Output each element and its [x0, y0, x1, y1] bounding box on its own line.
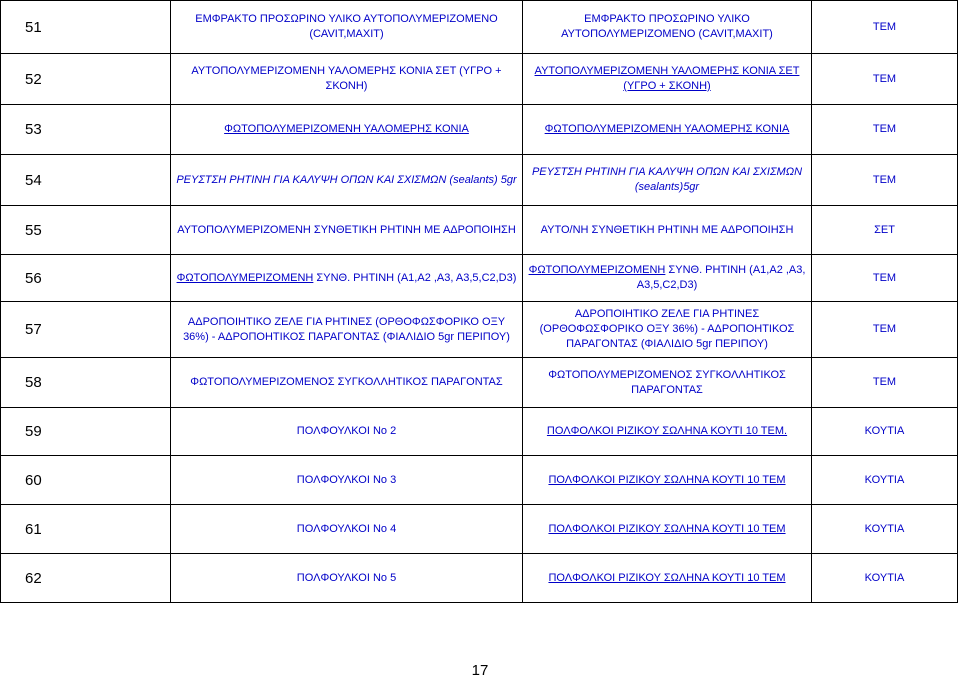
item-unit: ΤΕΜ — [812, 1, 958, 54]
item-description — [171, 255, 523, 302]
item-unit: ΚΟΥΤΙΑ — [812, 408, 958, 456]
item-unit: ΤΕΜ — [812, 155, 958, 206]
table-row — [1, 155, 958, 206]
table-row — [1, 255, 958, 302]
item-unit: ΤΕΜ — [812, 358, 958, 408]
item-description-alt: ΦΩΤΟΠΟΛΥΜΕΡΙΖΟΜΕΝΟΣ ΣΥΓΚΟΛΛΗΤΙΚΟΣ ΠΑΡΑΓΟΝΤΑΣ — [523, 358, 812, 408]
row-number: 59 — [1, 408, 171, 456]
row-number: 62 — [1, 554, 171, 603]
item-description: ΠΟΛΦΟΥΛΚΟΙ Νο 4 — [171, 505, 523, 554]
row-number: 56 — [1, 255, 171, 302]
table-row — [1, 1, 958, 54]
item-description: ΦΩΤΟΠΟΛΥΜΕΡΙΖΟΜΕΝΗ ΥΑΛΟΜΕΡΗΣ ΚΟΝΙΑ — [171, 105, 523, 155]
item-unit: ΣΕΤ — [812, 206, 958, 255]
row-number: 60 — [1, 456, 171, 505]
item-description: ΑΥΤΟΠΟΛΥΜΕΡΙΖΟΜΕΝΗ ΣΥΝΘΕΤΙΚΗ ΡΗΤΙΝΗ ΜΕ ΑΔΡΟΠΟΙΗΣΗ — [171, 206, 523, 255]
item-description-alt: ΡΕΥΣΤΣΗ ΡΗΤΙΝΗ ΓΙΑ ΚΑΛΥΨΗ ΟΠΩΝ ΚΑΙ ΣΧΙΣΜΩΝ (sealants)5gr — [523, 155, 812, 206]
item-description: ΦΩΤΟΠΟΛΥΜΕΡΙΖΟΜΕΝΟΣ ΣΥΓΚΟΛΛΗΤΙΚΟΣ ΠΑΡΑΓΟΝΤΑΣ — [171, 358, 523, 408]
item-description-alt: ΑΥΤΟ/ΝΗ ΣΥΝΘΕΤΙΚΗ ΡΗΤΙΝΗ ΜΕ ΑΔΡΟΠΟΙΗΣΗ — [523, 206, 812, 255]
item-description-alt: ΠΟΛΦΟΛΚΟΙ ΡΙΖΙΚΟΥ ΣΩΛΗΝΑ ΚΟΥΤΙ 10 ΤΕΜ — [523, 456, 812, 505]
item-description: ΠΟΛΦΟΥΛΚΟΙ Νο 2 — [171, 408, 523, 456]
item-description: ΠΟΛΦΟΥΛΚΟΙ Νο 5 — [171, 554, 523, 603]
table-row — [1, 358, 958, 408]
row-number: 57 — [1, 302, 171, 358]
item-description-alt: ΠΟΛΦΟΛΚΟΙ ΡΙΖΙΚΟΥ ΣΩΛΗΝΑ ΚΟΥΤΙ 10 ΤΕΜ. — [523, 408, 812, 456]
table-row — [1, 408, 958, 456]
row-number: 55 — [1, 206, 171, 255]
item-description: ΡΕΥΣΤΣΗ ΡΗΤΙΝΗ ΓΙΑ ΚΑΛΥΨΗ ΟΠΩΝ ΚΑΙ ΣΧΙΣΜΩΝ (sealants) 5gr — [171, 155, 523, 206]
item-description-alt: ΑΥΤΟΠΟΛΥΜΕΡΙΖΟΜΕΝΗ ΥΑΛΟΜΕΡΗΣ ΚΟΝΙΑ ΣΕΤ (ΥΓΡΟ + ΣΚΟΝΗ) — [523, 54, 812, 105]
item-description-underlined: ΦΩΤΟΠΟΛΥΜΕΡΙΖΟΜΕΝΗ — [176, 271, 314, 284]
page-number: 17 — [471, 662, 489, 679]
row-number: 58 — [1, 358, 171, 408]
item-unit: ΚΟΥΤΙΑ — [812, 505, 958, 554]
table-row — [1, 206, 958, 255]
item-description-alt-rest: ΣΥΝΘ. ΡΗΤΙΝΗ (Α1,Α2 ,Α3, Α3,5,C2,D3) — [636, 264, 806, 291]
item-description-alt: ΠΟΛΦΟΛΚΟΙ ΡΙΖΙΚΟΥ ΣΩΛΗΝΑ ΚΟΥΤΙ 10 ΤΕΜ — [523, 554, 812, 603]
table-row — [1, 456, 958, 505]
table-row — [1, 105, 958, 155]
item-unit: ΚΟΥΤΙΑ — [812, 456, 958, 505]
row-number: 54 — [1, 155, 171, 206]
item-unit: ΤΕΜ — [812, 105, 958, 155]
item-description-alt-underlined: ΦΩΤΟΠΟΛΥΜΕΡΙΖΟΜΕΝΗ — [528, 264, 666, 276]
table-row — [1, 505, 958, 554]
table-row — [1, 302, 958, 358]
item-description-alt: ΦΩΤΟΠΟΛΥΜΕΡΙΖΟΜΕΝΗ ΥΑΛΟΜΕΡΗΣ ΚΟΝΙΑ — [523, 105, 812, 155]
row-number: 51 — [1, 1, 171, 54]
row-number: 53 — [1, 105, 171, 155]
item-description: ΑΔΡΟΠΟΙΗΤΙΚΟ ΖΕΛΕ ΓΙΑ ΡΗΤΙΝΕΣ (ΟΡΘΟΦΩΣΦΟΡΙΚΟ ΟΞΥ 36%) - ΑΔΡΟΠΟΗΤΙΚΟΣ ΠΑΡΑΓΟΝΤΑΣ (ΦΙΑΛΙΔΙΟ 5gr ΠΕΡΙΠΟΥ) — [171, 302, 523, 358]
item-description-alt: ΑΔΡΟΠΟΙΗΤΙΚΟ ΖΕΛΕ ΓΙΑ ΡΗΤΙΝΕΣ (ΟΡΘΟΦΩΣΦΟΡΙΚΟ ΟΞΥ 36%) - ΑΔΡΟΠΟΗΤΙΚΟΣ ΠΑΡΑΓΟΝΤΑΣ (ΦΙΑΛΙΔΙΟ 5gr ΠΕΡΙΠΟΥ) — [523, 302, 812, 358]
row-number: 52 — [1, 54, 171, 105]
row-number: 61 — [1, 505, 171, 554]
item-description-alt — [523, 255, 812, 302]
item-unit: ΤΕΜ — [812, 255, 958, 302]
table-row — [1, 54, 958, 105]
item-description-alt: ΕΜΦΡΑΚΤΟ ΠΡΟΣΩΡΙΝΟ ΥΛΙΚΟ ΑΥΤΟΠΟΛΥΜΕΡΙΖΟΜΕΝΟ (CAVIT,MAXIT) — [523, 1, 812, 54]
item-description-rest: ΣΥΝΘ. ΡΗΤΙΝΗ (Α1,Α2 ,Α3, Α3,5,C2,D3) — [313, 271, 517, 284]
item-description: ΕΜΦΡΑΚΤΟ ΠΡΟΣΩΡΙΝΟ ΥΛΙΚΟ ΑΥΤΟΠΟΛΥΜΕΡΙΖΟΜΕΝΟ (CAVIT,MAXIT) — [171, 1, 523, 54]
item-unit: ΤΕΜ — [812, 302, 958, 358]
table-row — [1, 554, 958, 603]
item-description: ΠΟΛΦΟΥΛΚΟΙ Νο 3 — [171, 456, 523, 505]
item-unit: ΤΕΜ — [812, 54, 958, 105]
item-unit: ΚΟΥΤΙΑ — [812, 554, 958, 603]
item-description-alt: ΠΟΛΦΟΛΚΟΙ ΡΙΖΙΚΟΥ ΣΩΛΗΝΑ ΚΟΥΤΙ 10 ΤΕΜ — [523, 505, 812, 554]
item-description: ΑΥΤΟΠΟΛΥΜΕΡΙΖΟΜΕΝΗ ΥΑΛΟΜΕΡΗΣ ΚΟΝΙΑ ΣΕΤ (ΥΓΡΟ + ΣΚΟΝΗ) — [171, 54, 523, 105]
